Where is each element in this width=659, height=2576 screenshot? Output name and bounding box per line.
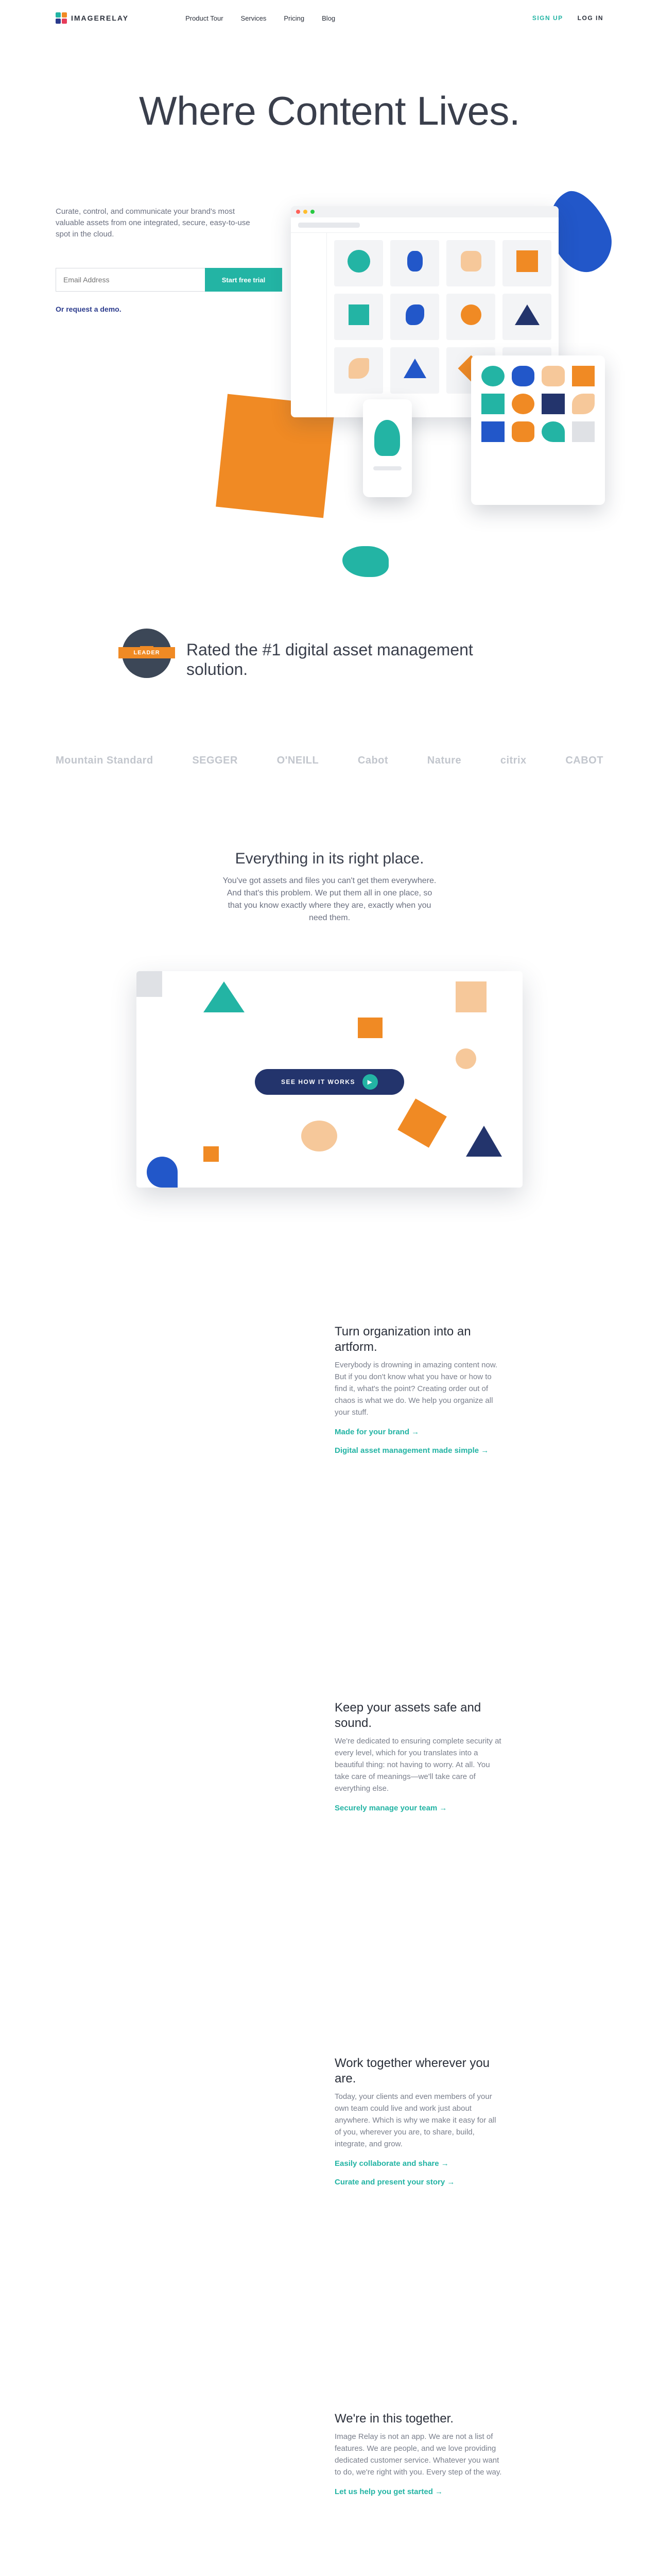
right-place-section	[0, 762, 659, 1298]
asset-tile	[334, 347, 383, 394]
feature-title: Keep your assets safe and sound.	[335, 1701, 481, 1730]
brand-logo[interactable]	[56, 12, 129, 24]
feature-text: Today, your clients and even members of your own team could live and work just about anywhere. Which is why we make it easy for all of you, wherever you are, to share, build, integrate, and grow.	[335, 2092, 496, 2148]
feature-block	[0, 1298, 659, 1669]
nav-blog[interactable]: Blog	[322, 14, 336, 22]
phone-screenshot	[363, 399, 412, 497]
collaborate-link[interactable]: Easily collaborate and share →	[335, 2159, 449, 2168]
login-link[interactable]: LOG IN	[577, 14, 603, 22]
feature-text: Everybody is drowning in amazing content now. But if you don't know what you have or how to find it, what's the point? Creating order out of chaos is what we do. We help you organize all your stuff.	[335, 1361, 498, 1417]
get-started-link[interactable]: Let us help you get started →	[335, 2487, 443, 2496]
feature-copy	[335, 1324, 505, 1456]
leader-badge	[118, 629, 175, 690]
nav-product-tour[interactable]: Product Tour	[185, 14, 223, 22]
hero-description: Curate, control, and communicate your brand's most valuable assets from one integrated, secure, easy-to-use spot in the cloud.	[56, 207, 250, 239]
feature-title: Turn organization into an artform.	[335, 1325, 471, 1354]
customer-logo: Cabot	[357, 755, 389, 766]
section-title: Everything in its right place.	[235, 850, 424, 867]
top-nav	[0, 0, 659, 36]
leader-label: LEADER	[118, 647, 175, 658]
customer-logo: citrix	[500, 755, 527, 766]
window-controls	[291, 206, 559, 217]
customer-logo: Nature	[427, 755, 462, 766]
video-button-label: SEE HOW IT WORKS	[281, 1078, 355, 1086]
signup-link[interactable]: SIGN UP	[532, 14, 563, 22]
auth-links	[532, 14, 603, 22]
section-text: You've got assets and files you can't get them everywhere. And that's this problem. We put them all in one place, so that you know exactly where they are, exactly when you need them.	[222, 876, 437, 922]
teal-blob-shape	[342, 546, 389, 577]
customer-logo: CABOT	[565, 755, 603, 766]
nav-pricing[interactable]: Pricing	[284, 14, 305, 22]
features-section	[0, 1298, 659, 2576]
asset-tile	[390, 240, 439, 286]
request-demo-link[interactable]: Or request a demo.	[56, 305, 122, 313]
feature-title: Work together wherever you are.	[335, 2056, 490, 2086]
nav-services[interactable]: Services	[240, 14, 267, 22]
feature-copy	[335, 1700, 505, 1814]
asset-tile	[390, 294, 439, 340]
dam-made-simple-link[interactable]: Digital asset management made simple →	[335, 1446, 489, 1455]
asset-tile	[446, 294, 495, 340]
play-icon: ▶	[362, 1074, 378, 1090]
tablet-screenshot	[471, 355, 605, 505]
hero-title: Where Content Lives.	[138, 88, 521, 133]
asset-tile	[334, 240, 383, 286]
made-for-brand-link[interactable]: Made for your brand →	[335, 1428, 420, 1436]
email-input[interactable]	[56, 268, 205, 292]
start-trial-button[interactable]: Start free trial	[205, 268, 282, 292]
rating-banner	[118, 629, 516, 690]
feature-text: Image Relay is not an app. We are not a list of features. We are people, and we love providing dedicated customer service. Whatever you want to do, we're right with you. Every step of the way.	[335, 2432, 502, 2477]
asset-tile	[502, 240, 551, 286]
asset-tile	[334, 294, 383, 340]
app-sidebar	[291, 233, 327, 417]
feature-copy	[335, 2411, 505, 2498]
hero-section	[0, 36, 659, 766]
app-toolbar	[291, 217, 559, 233]
customer-logo: Mountain Standard	[56, 755, 153, 766]
secure-team-link[interactable]: Securely manage your team →	[335, 1804, 447, 1812]
asset-tile	[502, 294, 551, 340]
customer-logo: O'NEILL	[276, 755, 319, 766]
feature-text: We're dedicated to ensuring complete security at every level, which for you translates into a beautiful thing: not having to worry. At all. You take care of meanings—we'll take care of everything else.	[335, 1737, 501, 1793]
signup-form	[56, 268, 282, 292]
feature-title: We're in this together.	[335, 2412, 454, 2426]
brand-name: IMAGERELAY	[71, 14, 129, 22]
curate-link[interactable]: Curate and present your story →	[335, 2178, 455, 2187]
asset-tile	[446, 240, 495, 286]
primary-nav	[185, 14, 335, 22]
feature-block	[0, 2040, 659, 2411]
video-player[interactable]	[136, 971, 523, 1188]
rating-text: Rated the #1 digital asset management solution.	[186, 640, 473, 679]
feature-block	[0, 2411, 659, 2576]
asset-tile	[390, 347, 439, 394]
feature-block	[0, 1669, 659, 2040]
logo-icon	[56, 12, 67, 24]
see-how-it-works-button[interactable]	[255, 1069, 404, 1095]
feature-copy	[335, 2056, 505, 2188]
customer-logo: SEGGER	[192, 755, 238, 766]
